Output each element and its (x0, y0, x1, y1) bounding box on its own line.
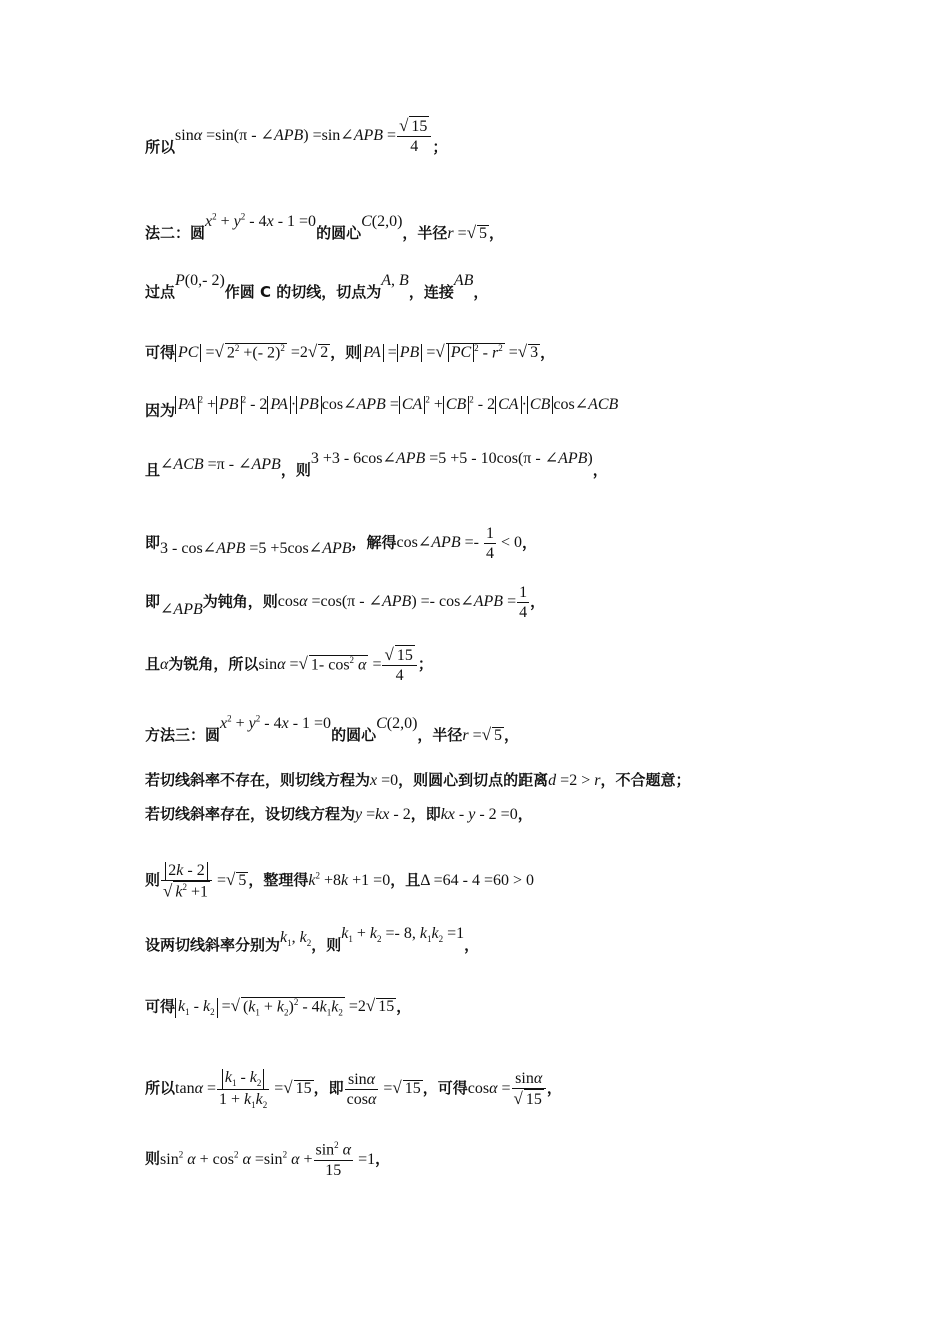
line-12 (145, 807, 533, 823)
math-formula: P(0,- 2) (175, 272, 225, 289)
text-fragment: ，即 (313, 1079, 344, 1098)
math-formula: $x^2 + y^2 - 4x - 1 =0$ (220, 713, 332, 732)
math-formula: $\frac{2k - 2}{√ k^2 +1}$ =√ 5 (163, 862, 247, 901)
text-fragment: 可得 (145, 997, 176, 1016)
text-fragment: 若切线斜率不存在，则切线方程为 (145, 771, 371, 789)
text-fragment: 所以 (145, 137, 176, 156)
math-formula: tanα = $\frac{k_1 - k_2}{1 + k_1k_2}$ =√ 15 (175, 1069, 312, 1111)
text-fragment: 作圆 C 的切线，切点为 (224, 283, 382, 301)
line-15 (145, 997, 411, 1018)
line-10 (145, 713, 520, 744)
text-fragment: ， (504, 726, 520, 744)
text-fragment: 的圆心 (331, 726, 377, 744)
text-fragment: ， (546, 1079, 562, 1098)
line-8 (145, 583, 545, 622)
text-fragment: ，半径 (417, 726, 463, 744)
text-fragment: 且 (145, 461, 161, 479)
math-formula: $\sin^2 \alpha + \cos^2 \alpha =\sin^2$ α + $\frac{\sin^2 \alpha}{15}$ =1 (160, 1140, 376, 1179)
text-fragment: ， (473, 283, 489, 301)
math-formula: ∠APB (160, 601, 203, 619)
math-formula: PA $^2$ + PB $^2$ - 2 PA · PB cos∠APB = CA $^2$ + CB $^2$ - 2 CA · CB cos∠ACB (175, 396, 618, 413)
text-fragment: 即 (145, 533, 161, 552)
text-fragment: ，解得 (351, 533, 397, 552)
math-formula: ∠ACB =π - ∠APB (160, 456, 281, 473)
text-fragment: 设两切线斜率分别为 (145, 936, 281, 954)
text-fragment: ， (521, 533, 537, 552)
math-formula: kx - y - 2 =0 (440, 806, 518, 823)
math-formula: AB (453, 272, 474, 289)
math-formula: cos∠APB =- $\frac{1}{4}$ < 0 (396, 525, 522, 563)
text-fragment: 为钝角，则 (202, 592, 278, 611)
text-fragment: 为锐角，所以 (168, 654, 259, 673)
math-alt-text (0, 0, 1, 1)
text-fragment: ， (464, 936, 480, 954)
math-formula: $k_1 - k_2$ =√ $(k_1 + k_2)^2 - 4k_1k_2 =2√$ 15 (175, 998, 396, 1015)
text-fragment: ，不合题意； (600, 771, 691, 789)
text-fragment: ，即 (410, 805, 441, 823)
line-6 (145, 450, 608, 479)
text-fragment: ，则 (330, 343, 361, 362)
text-fragment: 即 (145, 592, 161, 611)
math-formula: 3 - cos∠APB =5 +5cos∠APB (160, 540, 352, 558)
math-formula: x =0 (370, 772, 399, 789)
line-5 (145, 395, 619, 420)
text-fragment: 若切线斜率存在，设切线方程为 (145, 805, 356, 823)
text-fragment: ， (540, 343, 556, 362)
text-fragment: ； (417, 654, 433, 673)
math-formula: Δ =64 - 4 =60 > 0 (420, 872, 535, 890)
text-fragment: 的圆心 (316, 224, 362, 242)
math-formula: 3 +3 - 6cos∠APB =5 +5 - 10cos(π - ∠APB) (310, 450, 593, 467)
text-fragment: ， (396, 997, 412, 1016)
line-14 (145, 925, 480, 956)
line-16 (145, 1068, 562, 1111)
line-7 (145, 524, 537, 563)
text-fragment: ，连接 (408, 283, 454, 301)
math-formula: $k_1$, $k_2$ (280, 929, 312, 949)
math-formula: PA = PB =√ PC $^2 - r^2$ =√ 3 (360, 344, 540, 361)
math-formula: C(2,0) (361, 213, 403, 230)
text-fragment: ，整理得 (248, 871, 309, 890)
text-fragment: 所以 (145, 1079, 176, 1098)
line-3 (145, 272, 489, 301)
text-fragment: ，则 (280, 461, 311, 479)
line-11 (145, 773, 690, 789)
text-fragment: ， (375, 1149, 391, 1168)
text-fragment: 可得 (145, 343, 176, 362)
math-formula: cosα =cos(π - ∠APB) =- cos∠APB = $\frac{1}{4}$ (277, 584, 528, 622)
math-formula: C(2,0) (376, 715, 418, 732)
math-formula: $k_1 + k_2 =- 8$, $k_1k_2 =1$ (341, 925, 465, 945)
math-formula: sinα =sin(π - ∠APB) =sin∠APB = $\frac{√ 15}{4}$ (175, 127, 432, 144)
line-2 (145, 211, 505, 242)
line-4 (145, 343, 555, 362)
line-9 (145, 645, 433, 686)
text-fragment: 过点 (145, 283, 176, 301)
alt-line-1 (0, 0, 1, 1)
math-formula: A, B (381, 272, 409, 289)
line-13 (145, 861, 534, 902)
text-fragment: 方法三：圆 (145, 726, 221, 744)
text-fragment: ； (432, 137, 448, 156)
text-fragment: 则 (145, 871, 161, 890)
text-fragment: ， (592, 461, 608, 479)
text-fragment: ， (530, 592, 546, 611)
line-1 (145, 116, 448, 169)
math-formula: $\frac{\sin\alpha}{\cos\alpha}$ =√ 15 (346, 1070, 421, 1109)
math-formula: d =2 > r (548, 772, 601, 789)
math-formula: cosα = $\frac{\sin\alpha}{√ 15}$ (468, 1080, 547, 1097)
math-formula: $x^2 + y^2 - 4x - 1 =0$ (205, 211, 317, 230)
math-formula: $k^2 +8k +1 =0$ (308, 870, 391, 890)
text-fragment: 则 (145, 1149, 161, 1168)
text-fragment: ，可得 (422, 1079, 468, 1098)
math-formula: y =kx - 2 (355, 806, 411, 823)
text-fragment: ， (489, 224, 505, 242)
text-fragment: ，半径 (402, 224, 448, 242)
math-formula: r =√ 5 (447, 223, 488, 242)
math-formula: α (160, 655, 169, 673)
math-formula: sinα =√ 1- $\cos^2 \alpha$ = $\frac{√ 15}{4}$ (258, 656, 417, 673)
math-formula: PC =√ $2^2$ +(- 2)$^2$ =2√ 2 (175, 344, 330, 361)
text-fragment: 因为 (145, 401, 176, 420)
line-17 (145, 1140, 390, 1180)
text-fragment: 且 (145, 654, 161, 673)
math-formula: r =√ 5 (462, 725, 503, 744)
text-fragment: ，则圆心到切点的距离 (398, 771, 549, 789)
text-fragment: ， (517, 805, 533, 823)
text-fragment: ，且 (390, 871, 421, 890)
text-fragment: 法二：圆 (145, 224, 206, 242)
text-fragment: ，则 (311, 936, 342, 954)
